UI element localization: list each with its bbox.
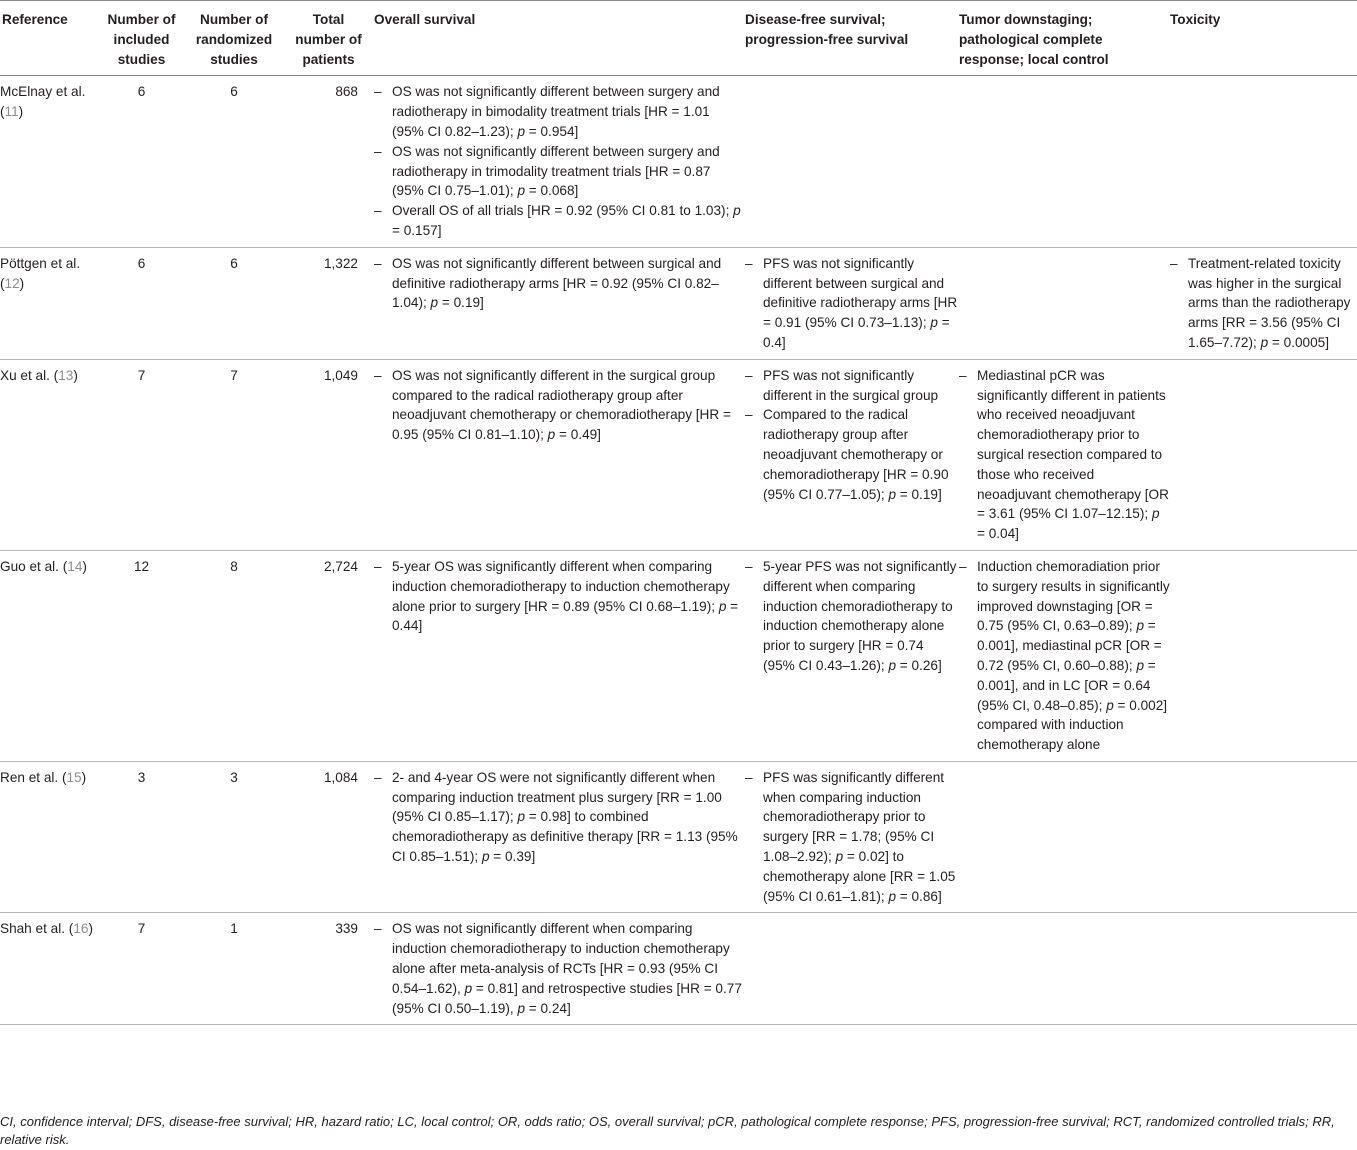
finding-item: – Mediastinal pCR was significantly different in patients who received neoadjuvant chemoradiotherapy prior to surgical resection compared to those who received neoadjuvant chemotherapy [OR = 3.61 (95% CI 1.07–12.15); p = 0.04] (959, 366, 1170, 544)
citation-link[interactable]: 16 (73, 921, 89, 937)
total-patients-cell: 339 (335, 921, 358, 937)
total-patients-cell: 2,724 (323, 558, 358, 574)
toxicity-cell (1170, 76, 1357, 247)
tumor-downstaging-cell (959, 76, 1170, 247)
finding-item: – Compared to the radical radiotherapy group after neoadjuvant chemotherapy or chemoradiotherapy [HR = 0.90 (95% CI 0.77–1.05); p = 0.19] (745, 405, 959, 504)
header-randomized-studies: Number of randomized studies (195, 12, 273, 67)
tumor-downstaging-cell (959, 359, 1170, 550)
toxicity-cell (1170, 550, 1357, 761)
toxicity-cell (1170, 913, 1357, 1025)
total-patients-cell: 1,322 (323, 255, 358, 271)
reference-cell: Pöttgen et al. (12) (0, 255, 81, 291)
randomized-studies-cell: 8 (230, 558, 238, 574)
reference-name: Xu et al. (0, 367, 50, 383)
table-row (0, 761, 1357, 913)
citation-link[interactable]: 13 (58, 367, 74, 383)
reference-cell: Ren et al. (15) (0, 769, 87, 785)
finding-item: – OS was not significantly different when comparing induction chemoradiotherapy to induction chemotherapy alone after meta-analysis of RCTs [HR = 0.93 (95% CI 0.54–1.62), p = 0.81] and retrospective studies [HR = 0.77 (95% CI 0.50–1.19), p = 0.24] (374, 919, 745, 1018)
tumor-downstaging-cell (959, 247, 1170, 359)
reference-name: Pöttgen et al. (0, 255, 81, 271)
reference-name: Ren et al. (0, 769, 59, 785)
included-studies-cell: 7 (137, 921, 146, 937)
header-row (0, 1, 1357, 76)
included-studies-cell: 6 (137, 84, 146, 100)
table-row (0, 550, 1357, 761)
total-patients-cell: 1,084 (323, 769, 358, 785)
header-tumor-downstaging: Tumor downstaging; pathological complete response; local control (959, 12, 1109, 67)
dfs-pfs-cell (745, 247, 959, 359)
table-row (0, 359, 1357, 550)
dfs-pfs-cell (745, 913, 959, 1025)
table-row (0, 913, 1357, 1025)
finding-item: – 5-year PFS was not significantly different when comparing induction chemoradiotherapy to induction chemotherapy alone prior to surgery [HR = 0.74 (95% CI 0.43–1.26); p = 0.26] (745, 557, 959, 676)
dfs-pfs-cell (745, 359, 959, 550)
tumor-downstaging-cell (959, 761, 1170, 913)
finding-item: – OS was not significantly different between surgical and definitive radiotherapy arms [HR = 0.92 (95% CI 0.82–1.04); p = 0.19] (374, 254, 745, 313)
table-footnote: CI, confidence interval; DFS, disease-free survival; HR, hazard ratio; LC, local control; OR, odds ratio; OS, overall survival; pCR, pathological complete response; PFS, progression-free survival; RCT, randomized controlled trials; RR, relative risk. (0, 1114, 1335, 1147)
reference-name: McElnay et al. (0, 84, 86, 100)
reference-cell: Xu et al. (13) (0, 367, 78, 383)
finding-item: – OS was not significantly different in the surgical group compared to the radical radiotherapy group after neoadjuvant chemotherapy or chemoradiotherapy [HR = 0.95 (95% CI 0.81–1.10); p = 0.49] (374, 366, 745, 445)
overall-survival-cell (374, 247, 745, 359)
randomized-studies-cell: 1 (230, 921, 238, 937)
overall-survival-cell (374, 761, 745, 913)
finding-item: – 2- and 4-year OS were not significantly different when comparing induction treatment plus surgery [RR = 1.00 (95% CI 0.85–1.17); p = 0.98] to combined chemoradiotherapy as definitive therapy [RR = 1.13 (95% CI 0.85–1.51); p = 0.39] (374, 768, 745, 867)
finding-item: – OS was not significantly different between surgery and radiotherapy in trimodality treatment trials [HR = 0.87 (95% CI 0.75–1.01); p = 0.068] (374, 142, 745, 201)
toxicity-cell (1170, 247, 1357, 359)
overall-survival-cell (374, 76, 745, 247)
reference-name: Shah et al. (0, 921, 65, 937)
finding-item: – PFS was not significantly different between surgical and definitive radiotherapy arms [HR = 0.91 (95% CI 0.73–1.13); p = 0.4] (745, 254, 959, 353)
reference-cell: Guo et al. (14) (0, 558, 87, 574)
overall-survival-cell (374, 359, 745, 550)
finding-item: – PFS was significantly different when comparing induction chemoradiotherapy prior to surgery [RR = 1.78; (95% CI 1.08–2.92); p = 0.02] to chemotherapy alone [RR = 1.05 (95% CI 0.61–1.81); p = 0.86] (745, 768, 959, 907)
reference-cell: Shah et al. (16) (0, 921, 93, 937)
total-patients-cell: 1,049 (323, 367, 358, 383)
dfs-pfs-cell (745, 76, 959, 247)
tumor-downstaging-cell (959, 550, 1170, 761)
toxicity-cell (1170, 359, 1357, 550)
overall-survival-cell (374, 913, 745, 1025)
included-studies-cell: 7 (137, 367, 146, 383)
header-total-patients: Total number of patients (295, 12, 362, 67)
overall-survival-cell (374, 550, 745, 761)
citation-link[interactable]: 12 (4, 275, 20, 291)
finding-item: – 5-year OS was significantly different when comparing induction chemoradiotherapy to induction chemotherapy alone prior to surgery [HR = 0.89 (95% CI 0.68–1.19); p = 0.44] (374, 557, 745, 636)
citation-link[interactable]: 15 (66, 769, 82, 785)
header-overall-survival: Overall survival (374, 12, 476, 27)
randomized-studies-cell: 3 (230, 769, 238, 785)
table-row (0, 76, 1357, 247)
randomized-studies-cell: 7 (230, 367, 238, 383)
finding-item: – Induction chemoradiation prior to surgery results in significantly improved downstaging [OR = 0.75 (95% CI, 0.63–0.89); p = 0.001], mediastinal pCR [OR = 0.72 (95% CI, 0.60–0.88); p = 0.001], and in LC [OR = 0.64 (95% CI, 0.48–0.85); p = 0.002] compared with induction chemotherapy alone (959, 557, 1170, 755)
total-patients-cell: 868 (335, 84, 358, 100)
finding-item: – Overall OS of all trials [HR = 0.92 (95% CI 0.81 to 1.03); p = 0.157] (374, 201, 745, 241)
included-studies-cell: 3 (137, 769, 146, 785)
included-studies-cell: 12 (133, 558, 150, 574)
finding-item: – PFS was not significantly different in the surgical group (745, 366, 959, 406)
reference-name: Guo et al. (0, 558, 59, 574)
reference-cell: McElnay et al. (11) (0, 84, 86, 120)
header-dfs-pfs: Disease-free survival; progression-free survival (745, 12, 909, 47)
finding-item: – Treatment-related toxicity was higher in the surgical arms than the radiotherapy arms [RR = 3.56 (95% CI 1.65–7.72); p = 0.0005] (1170, 254, 1357, 353)
citation-link[interactable]: 14 (67, 558, 83, 574)
header-reference: Reference (2, 12, 68, 27)
included-studies-cell: 6 (137, 255, 146, 271)
header-toxicity: Toxicity (1170, 12, 1221, 27)
toxicity-cell (1170, 761, 1357, 913)
randomized-studies-cell: 6 (230, 84, 238, 100)
header-included-studies: Number of included studies (107, 12, 176, 67)
finding-item: – OS was not significantly different between surgery and radiotherapy in bimodality treatment trials [HR = 1.01 (95% CI 0.82–1.23); p = 0.954] (374, 82, 745, 141)
randomized-studies-cell: 6 (230, 255, 238, 271)
tumor-downstaging-cell (959, 913, 1170, 1025)
dfs-pfs-cell (745, 761, 959, 913)
table-row (0, 247, 1357, 359)
dfs-pfs-cell (745, 550, 959, 761)
citation-link[interactable]: 11 (4, 104, 19, 120)
